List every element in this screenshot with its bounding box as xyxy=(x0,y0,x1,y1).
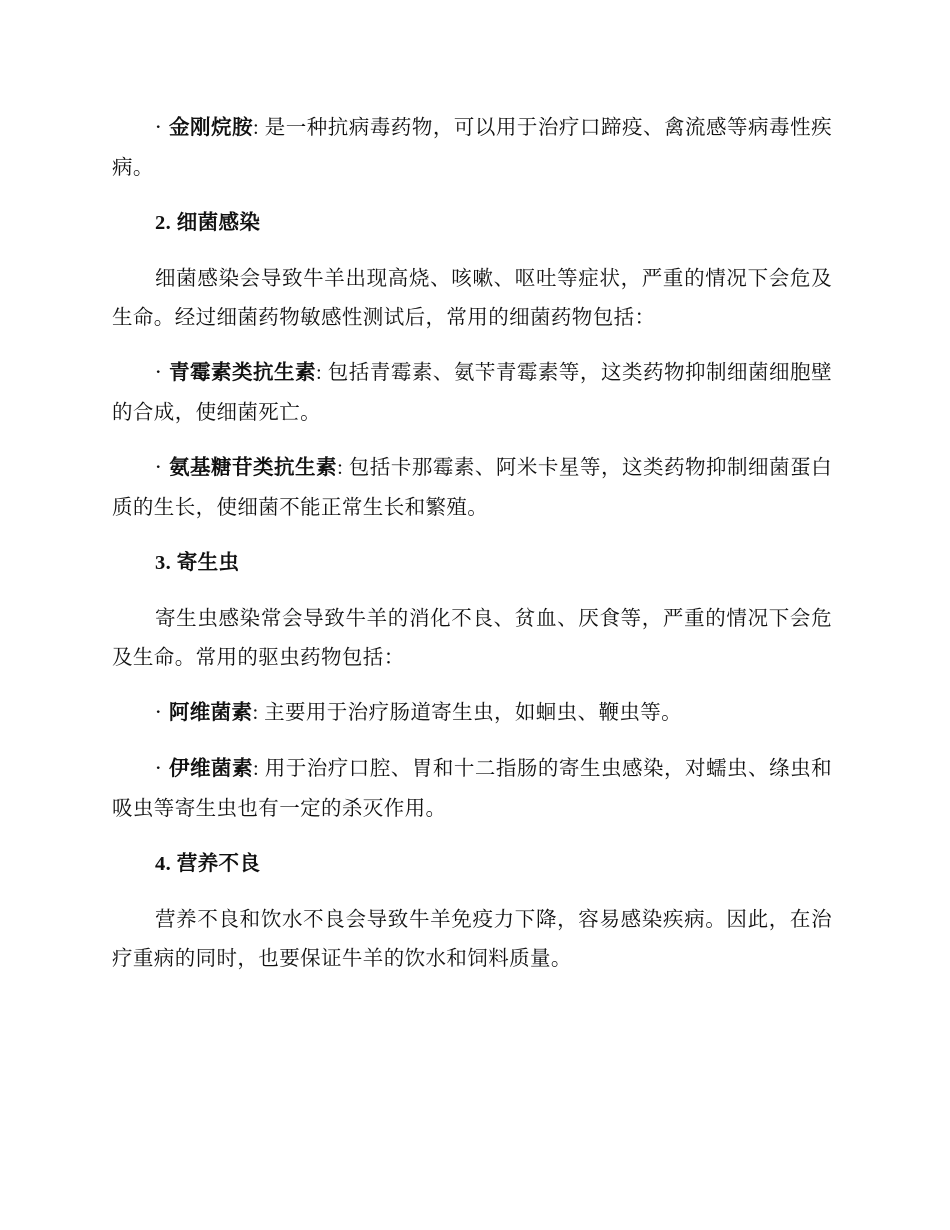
bullet-text: 是一种抗病毒药物，可以用于治疗口蹄疫、禽流感等病毒性疾病。 xyxy=(112,115,832,179)
section-heading-parasites xyxy=(112,543,832,583)
section-title: 营养不良 xyxy=(176,851,261,875)
paragraph-parasites: 寄生虫感染常会导致牛羊的消化不良、贫血、厌食等，严重的情况下会危及生命。常用的驱虫药物包括： xyxy=(112,606,832,669)
bullet-text: 包括卡那霉素、阿米卡星等，这类药物抑制细菌蛋白质的生长，使细菌不能正常生长和繁殖。 xyxy=(112,455,832,519)
bullet-separator: : xyxy=(253,758,265,780)
section-number: 2. xyxy=(155,212,177,234)
bullet-text: 包括青霉素、氨苄青霉素等，这类药物抑制细菌细胞壁的合成，使细菌死亡。 xyxy=(112,360,832,424)
bullet-separator: : xyxy=(337,457,349,479)
bullet-term: 金刚烷胺 xyxy=(168,115,254,139)
section-title: 寄生虫 xyxy=(176,550,240,574)
bullet-marker: · xyxy=(155,455,169,479)
paragraph-malnutrition: 营养不良和饮水不良会导致牛羊免疫力下降，容易感染疾病。因此，在治疗重病的同时，也要保证牛羊的饮水和饲料质量。 xyxy=(112,907,832,970)
section-number: 3. xyxy=(155,552,177,574)
bullet-amantadine xyxy=(112,108,832,187)
bullet-text: 用于治疗口腔、胃和十二指肠的寄生虫感染，对蠕虫、绦虫和吸虫等寄生虫也有一定的杀灭作用。 xyxy=(112,756,832,820)
bullet-separator: : xyxy=(252,702,265,724)
bullet-term: 阿维菌素 xyxy=(168,700,253,724)
bullet-separator: : xyxy=(253,117,265,139)
bullet-marker: · xyxy=(155,700,169,724)
bullet-penicillins xyxy=(112,353,832,432)
bullet-term: 氨基糖苷类抗生素 xyxy=(168,455,338,479)
section-heading-malnutrition xyxy=(112,844,832,884)
bullet-ivermectin xyxy=(112,749,832,828)
bullet-abamectin xyxy=(112,693,832,733)
section-number: 4. xyxy=(155,853,177,875)
bullet-marker: · xyxy=(155,360,169,384)
section-heading-bacterial-infection xyxy=(112,203,832,243)
paragraph-bacterial-infection: 细菌感染会导致牛羊出现高烧、咳嗽、呕吐等症状，严重的情况下会危及生命。经过细菌药物敏感性测试后，常用的细菌药物包括： xyxy=(112,266,832,329)
section-title: 细菌感染 xyxy=(176,210,261,234)
bullet-marker: · xyxy=(155,115,169,139)
bullet-marker: · xyxy=(155,756,169,780)
document-body xyxy=(112,108,832,994)
bullet-text: 主要用于治疗肠道寄生虫，如蛔虫、鞭虫等。 xyxy=(264,700,683,724)
bullet-term: 青霉素类抗生素 xyxy=(168,360,317,384)
bullet-separator: : xyxy=(316,362,328,384)
bullet-aminoglycosides xyxy=(112,448,832,527)
bullet-term: 伊维菌素 xyxy=(168,756,254,780)
